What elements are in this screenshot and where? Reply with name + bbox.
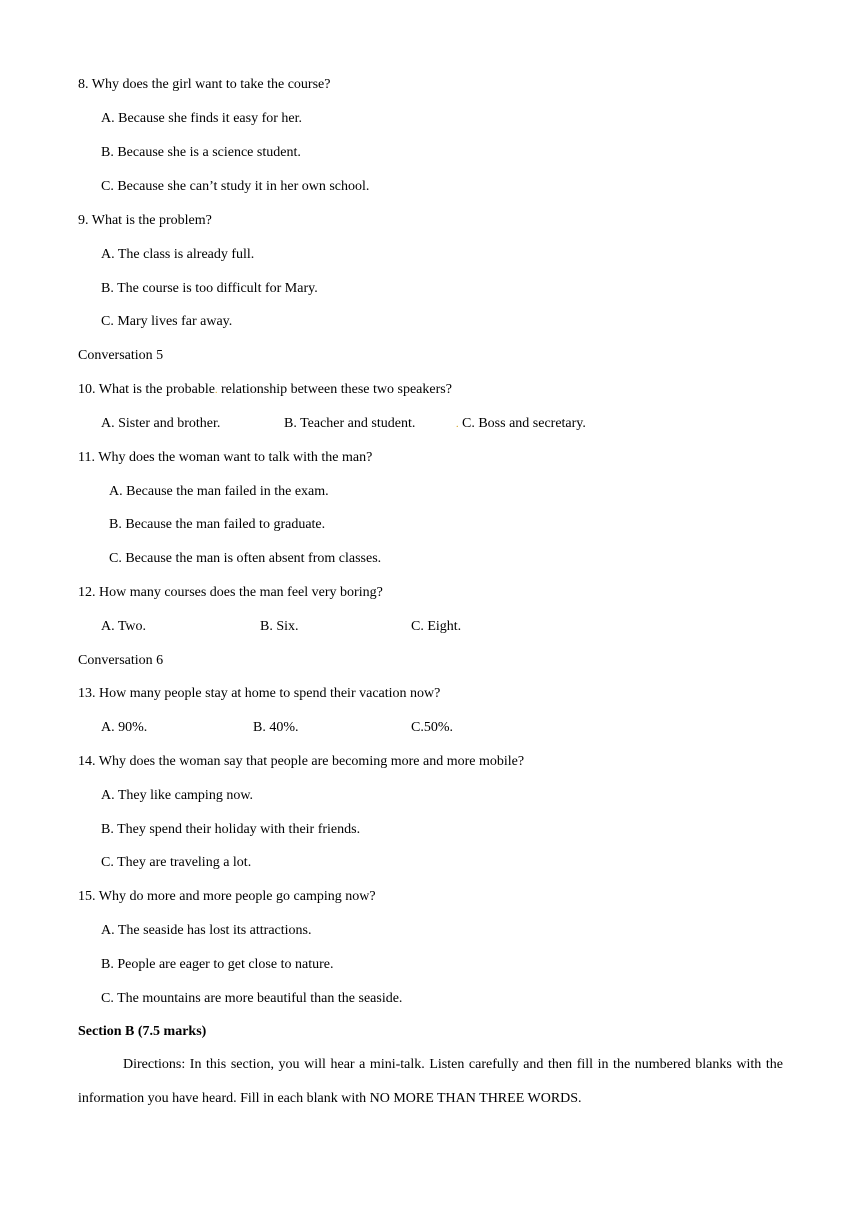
q12-option-b: B. Six. xyxy=(260,619,299,634)
q9-option-a: A. The class is already full. xyxy=(101,247,255,262)
q11-option-b: B. Because the man failed to graduate. xyxy=(109,517,326,532)
question-15: 15. Why do more and more people go camping now? xyxy=(78,889,376,904)
q10-option-c: C. Boss and secretary. xyxy=(462,416,586,431)
question-11: 11. Why does the woman want to talk with the man? xyxy=(78,450,373,465)
question-14: 14. Why does the woman say that people are becoming more and more mobile? xyxy=(78,754,525,769)
q9-option-b: B. The course is too difficult for Mary. xyxy=(101,281,318,296)
q10-option-c-wrapper xyxy=(456,415,586,434)
section-b-directions: Directions: In this section, you will hear a mini-talk. Listen carefully and then fill in the numbered blanks with the information you have heard. Fill in each blank with NO MORE THAN THREE WORDS. xyxy=(78,1057,783,1106)
conversation-6-heading: Conversation 6 xyxy=(78,653,164,668)
q15-option-b: B. People are eager to get close to nature. xyxy=(101,957,334,972)
question-12: 12. How many courses does the man feel very boring? xyxy=(78,585,383,600)
q13-option-c: C.50%. xyxy=(411,720,453,735)
q12-option-c: C. Eight. xyxy=(411,619,462,634)
conversation-5-heading: Conversation 5 xyxy=(78,348,164,363)
question-13: 13. How many people stay at home to spend their vacation now? xyxy=(78,686,441,701)
question-9: 9. What is the problem? xyxy=(78,213,212,228)
question-8: 8. Why does the girl want to take the course? xyxy=(78,77,331,92)
q14-option-a: A. They like camping now. xyxy=(101,788,254,803)
q11-option-c: C. Because the man is often absent from classes. xyxy=(109,551,382,566)
q8-option-c: C. Because she can’t study it in her own school. xyxy=(101,179,370,194)
q10-option-a: A. Sister and brother. xyxy=(101,416,221,431)
q14-option-c: C. They are traveling a lot. xyxy=(101,855,252,870)
q15-option-c: C. The mountains are more beautiful than the seaside. xyxy=(101,991,403,1006)
q8-option-a: A. Because she finds it easy for her. xyxy=(101,111,302,126)
section-b-heading: Section B (7.5 marks) xyxy=(78,1024,207,1039)
q15-option-a: A. The seaside has lost its attractions. xyxy=(101,923,312,938)
question-10 xyxy=(78,381,452,400)
mark-dot: . xyxy=(215,385,218,396)
q10-text-end: relationship between these two speakers? xyxy=(217,382,452,397)
q10-option-b: B. Teacher and student. xyxy=(284,416,416,431)
q13-option-b: B. 40%. xyxy=(253,720,299,735)
q8-option-b: B. Because she is a science student. xyxy=(101,145,301,160)
q13-option-a: A. 90%. xyxy=(101,720,148,735)
q12-option-a: A. Two. xyxy=(101,619,147,634)
q14-option-b: B. They spend their holiday with their friends. xyxy=(101,822,361,837)
q9-option-c: C. Mary lives far away. xyxy=(101,314,233,329)
mark-dot: . xyxy=(456,419,459,430)
q11-option-a: A. Because the man failed in the exam. xyxy=(109,484,329,499)
q10-text-start: 10. What is the probable xyxy=(78,382,215,397)
